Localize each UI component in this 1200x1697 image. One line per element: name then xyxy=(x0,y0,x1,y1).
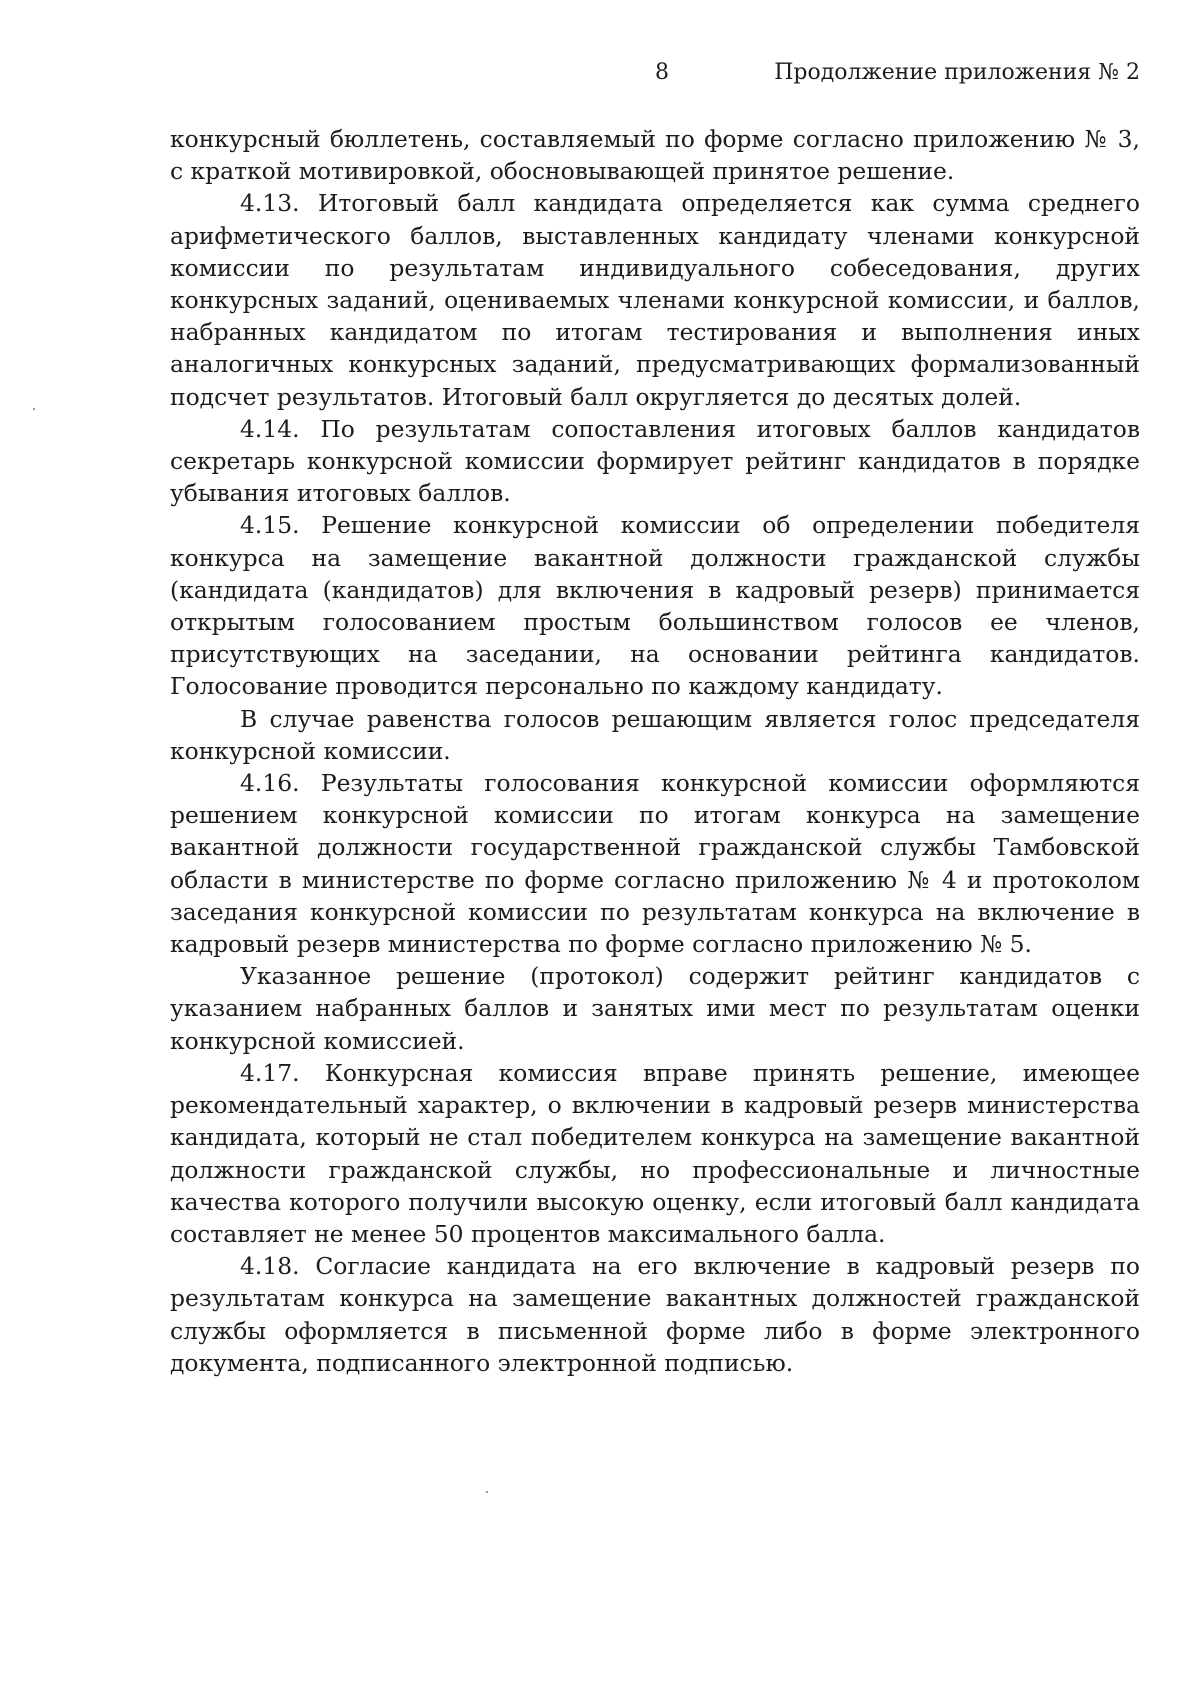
paragraph-text: Указанное решение (протокол) содержит рейтинг кандидатов с указанием набранных баллов и занятых ими мест по результатам оценки конкурсной комиссией. xyxy=(170,962,1140,1055)
clause-number: 4.13. xyxy=(240,189,300,218)
clause-number: 4.18. xyxy=(240,1252,300,1281)
paragraph-4-16 xyxy=(170,767,1140,960)
paragraph-4-15 xyxy=(170,509,1140,702)
paragraph-text: Конкурсная комиссия вправе принять решение, имеющее рекомендательный характер, о включении в кадровый резерв министерства кандидата, который не стал победителем конкурса на замещение вакантной должности гражданской службы, но профессиональные и личностные качества которого получили высокую оценку, если итоговый балл кандидата составляет не менее 50 процентов максимального балла. xyxy=(170,1058,1140,1248)
scan-speck xyxy=(486,1491,488,1493)
continuation-note: Продолжение приложения № 2 xyxy=(774,60,1140,85)
paragraph-text: конкурсный бюллетень, составляемый по форме согласно приложению № 3, с краткой мотивировкой, обосновывающей принятое решение. xyxy=(170,125,1140,186)
clause-number: 4.14. xyxy=(240,414,300,443)
paragraph-4-13 xyxy=(170,187,1140,412)
clause-number: 4.17. xyxy=(240,1058,300,1087)
page-header xyxy=(0,58,1200,94)
paragraph-text: Итоговый балл кандидата определяется как сумма среднего арифметического баллов, выставленных кандидату членами конкурсной комиссии по результатам индивидуального собеседования, других конкурсных заданий, оцениваемых членами конкурсной комиссии, и баллов, набранных кандидатом по итогам тестирования и выполнения иных аналогичных конкурсных заданий, предусматривающих формализованный подсчет результатов. Итоговый балл округляется до десятых долей. xyxy=(170,189,1141,411)
paragraph-4-17 xyxy=(170,1057,1140,1250)
paragraph-text: Решение конкурсной комиссии об определении победителя конкурса на замещение вакантной должности гражданской службы (кандидата (кандидатов) для включения в кадровый резерв) принимается открытым голосованием простым большинством голосов ее членов, присутствующих на заседании, на основании рейтинга кандидатов. Голосование проводится персонально по каждому кандидату. xyxy=(170,511,1141,701)
clause-number: 4.15. xyxy=(240,511,300,540)
paragraph-4-18 xyxy=(170,1250,1140,1379)
paragraph-text: В случае равенства голосов решающим является голос председателя конкурсной комиссии. xyxy=(170,704,1140,765)
paragraph-text: Результаты голосования конкурсной комиссии оформляются решением конкурсной комиссии по итогам конкурса на замещение вакантной должности государственной гражданской службы Тамбовской области в министерстве по форме согласно приложению № 4 и протоколом заседания конкурсной комиссии по результатам конкурса на включение в кадровый резерв министерства по форме согласно приложению № 5. xyxy=(170,769,1140,959)
clause-number: 4.16. xyxy=(240,769,300,798)
paragraph-4-14 xyxy=(170,413,1140,510)
page-number: 8 xyxy=(655,60,669,85)
paragraph-tie-vote xyxy=(170,703,1140,767)
paragraph-text: По результатам сопоставления итоговых баллов кандидатов секретарь конкурсной комиссии формирует рейтинг кандидатов в порядке убывания итоговых баллов. xyxy=(170,414,1140,508)
document-body xyxy=(170,123,1140,1379)
scan-speck xyxy=(33,408,35,410)
paragraph-continuation xyxy=(170,123,1140,187)
paragraph-rating xyxy=(170,960,1140,1057)
paragraph-text: Согласие кандидата на его включение в кадровый резерв по результатам конкурса на замещение вакантных должностей гражданской службы оформляется в письменной форме либо в форме электронного документа, подписанного электронной подписью. xyxy=(170,1252,1140,1377)
